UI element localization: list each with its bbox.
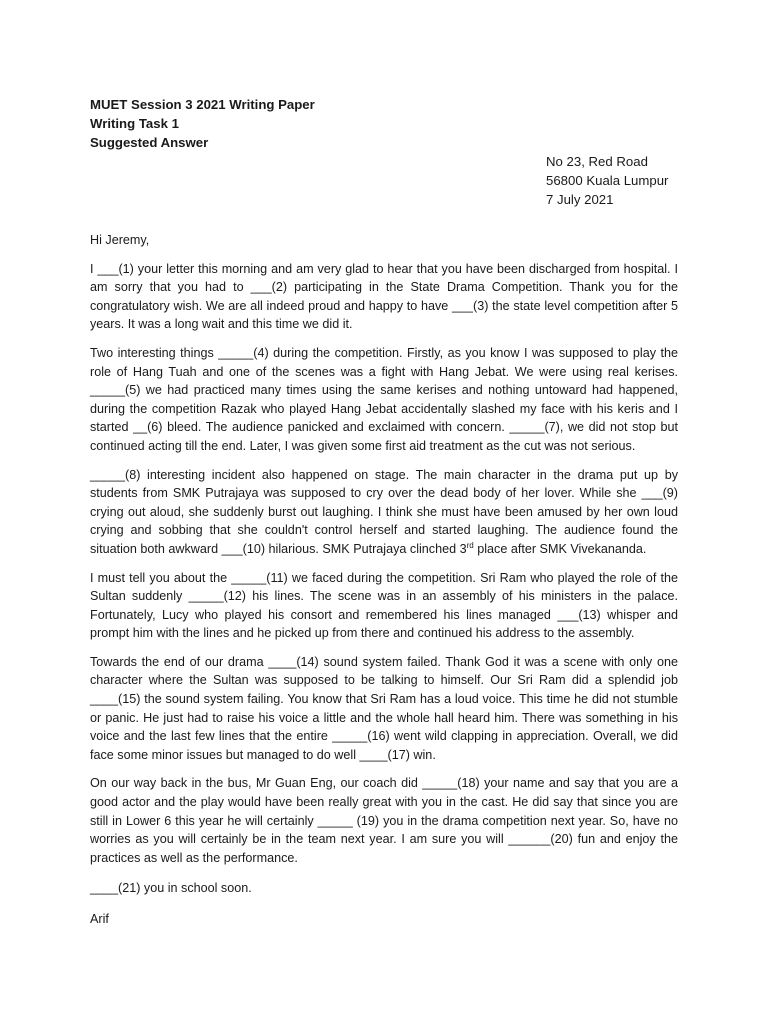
paragraph-4: I must tell you about the _____(11) we faced during the competition. Sri Ram who played the role of the Sultan suddenly _____(12) his lines. The scene was in an assembly of his ministers in the palace. Fortunately, Lucy who played his consort and remembered his lines managed ___(13) whisper and prompt him with the lines and he picked up from there and continued his address to the assembly. <box>90 570 678 641</box>
heading-subtitle: Suggested Answer <box>90 135 209 150</box>
heading-task: Writing Task 1 <box>90 116 179 131</box>
sender-address <box>546 152 678 209</box>
paragraph-3 <box>90 466 678 559</box>
paragraph-3-end: place after SMK Vivekananda. <box>473 541 647 556</box>
paragraph-3-main: _____(8) interesting incident also happened on stage. The main character in the drama put up by students from SMK Putrajaya was supposed to cry over the dead body of her lover. While she ___(9) crying out aloud, she suddenly burst out laughing. I think she must have been amused by her own loud crying and sobbing that she couldn't control herself and started laughing. The audience found the situation both awkward ___(10) hilarious. SMK Putrajaya clinched 3 <box>90 467 678 556</box>
greeting: Hi Jeremy, <box>90 233 150 247</box>
heading-title: MUET Session 3 2021 Writing Paper <box>90 97 315 112</box>
signature: Arif <box>90 912 109 926</box>
paragraph-1: I ___(1) your letter this morning and am very glad to hear that you have been discharged from hospital. I am sorry that you had to ___(2) participating in the State Drama Competition. Thank you for the congratulatory wish. We are all indeed proud and happy to have ___(3) the state level competition after 5 years. It was a long wait and this time we did it. <box>90 261 678 332</box>
paragraph-6: On our way back in the bus, Mr Guan Eng, our coach did _____(18) your name and say that you are a good actor and the play would have been really great with you in the cast. He did say that since you are still in Lower 6 this year he will certainly _____ (19) you in the drama competition next year. So, have no worries as you will certainly be in the team next year. I am sure you will ______(20) fun and enjoy the practices as well as the performance. <box>90 776 678 865</box>
address-street: No 23, Red Road <box>546 154 648 169</box>
document-heading <box>90 95 678 152</box>
letter-date: 7 July 2021 <box>546 192 614 207</box>
address-city: 56800 Kuala Lumpur <box>546 173 669 188</box>
closing-line: ____(21) you in school soon. <box>90 881 252 896</box>
ordinal-suffix: rd <box>466 540 474 550</box>
paragraph-5: Towards the end of our drama ____(14) sound system failed. Thank God it was a scene with only one character where the Sultan was supposed to be talking to himself. Our Sri Ram did a splendid job ____(15) the sound system failing. You know that Sri Ram has a loud voice. This time he did not stumble or panic. He just had to raise his voice a little and the whole hall heard him. There was something in his voice and the last few lines that the entire _____(16) went wild clapping in appreciation. Overall, we did face some minor issues but managed to do well ____(17) win. <box>90 654 678 762</box>
paragraph-2: Two interesting things _____(4) during the competition. Firstly, as you know I was supposed to play the role of Hang Tuah and one of the scenes was a fight with Hang Jebat. We were using real kerises. _____(5) we had practiced many times using the same kerises and nothing untoward had happened, during the competition Razak who played Hang Jebat accidentally slashed my face with his keris and I started __(6) bleed. The audience panicked and exclaimed with concern. _____(7), we did not stop but continued acting till the end. Later, I was given some first aid treatment as the cut was not serious. <box>90 345 678 453</box>
